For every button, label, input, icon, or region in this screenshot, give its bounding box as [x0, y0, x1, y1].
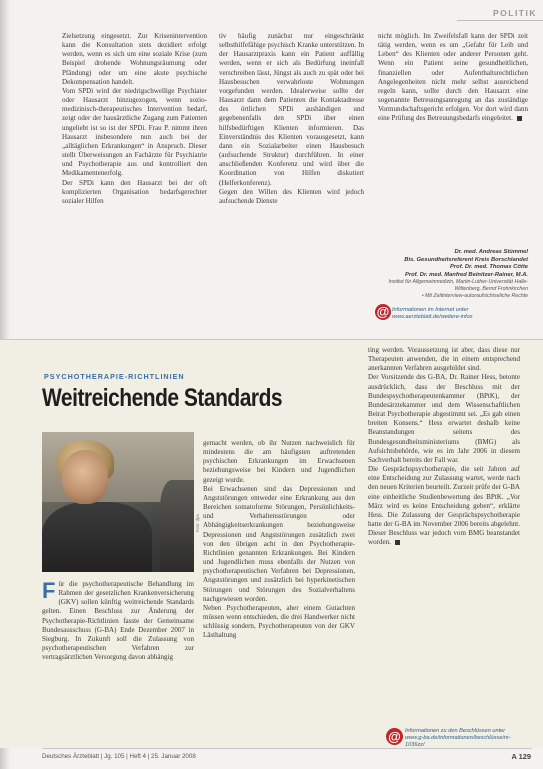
article-photo: [42, 432, 194, 572]
at-sign-icon: @: [376, 304, 390, 319]
author-name: Prof. Dr. med. Manfred Beinitzer-Rainer, M.A.: [404, 271, 528, 278]
paragraph: gemacht werden, ob ihr Nutzen nachweislich für mindestens die am häufigsten auftretenden psychischen Erkrankungen im Erwachsenen beziehungsweise bei Kindern und Jugendlichen gezeigt wurde.: [203, 439, 355, 484]
paragraph: [368, 465, 520, 547]
paragraph: Zielsetzung eingesetzt. Zur Krisenintervention kann die Konsultation stets dezidiert erfolgt werden, wenn es sich um eine soziale Krise (zum Beispiel drohende Wohnungsräumung oder Pfändung) oder um eine akute psychische Dekompensation handelt.: [62, 32, 207, 86]
internet-info-link[interactable]: Informationen zu den Beschlüssen unter www.g-ba.de/informationen/beschlüsse/nr-1036zz/: [405, 728, 511, 749]
paragraph: [42, 580, 194, 662]
article-kicker: PSYCHOTHERAPIE-RICHTLINIEN: [44, 372, 185, 381]
footer-divider: [42, 748, 532, 749]
paragraph: Der SPDi kann den Hausarzt bei der oft komplizierten Organisation bedarfsgerechter sozialer Hilfen: [62, 178, 207, 205]
author-credits: [378, 249, 528, 299]
article-end-mark: [395, 540, 400, 545]
author-note: • Mit Zeitinterview-autoraufsichtseliche Rechte: [421, 292, 528, 299]
article-end-mark: [517, 116, 522, 121]
photo-credit: Foto: dpa: [195, 514, 200, 532]
author-role: Bis. Gesundheitsreferent Kreis Borschlandet: [404, 256, 528, 263]
author-name: Prof. Dr. med. Thomas Cötte: [450, 264, 528, 271]
internet-info-link[interactable]: Informationen im Internet unter www.aerzteblatt.de/weitere-infos: [392, 307, 473, 321]
paragraph: Gegen den Willen des Klienten wird jedoch aufsuchende Dienste: [219, 187, 364, 205]
paragraph: Der Vorsitzende des G-BA, Dr. Rainer Hess, betonte ausdrücklich, dass der Beschluss mit der Bundespsychotherapeutenkammer (BPtK), der Bundesärztekammer und dem Wissenschaftlichen Beirat Psychotherapie abgestimmt sei. „Es gab einen breiten Konsens.“ Hess erwartet deshalb keine Beanstandungen seitens des Bundesgesundheitsministeriums (BMG) als Aufsichtsbehörde, wie es im Jahr 2006 in diesem Sachverhalt bereits der Fall war.: [368, 373, 520, 464]
page-number: A 129: [511, 752, 531, 761]
paragraph: tiv häufig zunächst nur eingeschränkt selbsthilfefähige psychisch Kranke unterstützen. In der Hausarztpraxis kann ein Patient auffällig werden, wenn er sich als Bedürfung ineinfall verschreiben lässt, Jüngst als auch zu spät oder bei Hausbesuchen verwahrloste Wohnungen vorgefunden werden. Idealerweise sollte der Hausarzt dann dem Patienten die Kontaktadresse des örtlichen SPDi aushändigen und gegebenenfalls den SPDi über einen hilfsbedürftigen Klienten informieren. Das Einverständnis des Klienten vorausgesetzt, kann dann ein Sozialarbeiter einen Hausbesuch (aufsuchende Struktur) durchführen. In einer anschließenden Konferenz und wird über die Koordination von Hilfen diskutiert (Helferkonferenz).: [219, 32, 364, 187]
footer-publication: Deutsches Ärzteblatt | Jg. 105 | Heft 4 | 25. Januar 2008: [42, 753, 196, 760]
upper-article-column-1: [62, 32, 207, 206]
photo-second-person: [160, 480, 194, 572]
photo-person-face: [62, 450, 108, 504]
lower-article-column-1: [42, 580, 194, 662]
paragraph: Vom SPDi wird der niedrigschwellige Psychiater oder Hausarzt hinzugezogen, wenn sozio-medizinisch-therapeutisches Intervention bedarf, zeigt oder der hausärztliche Zugang zum Patienten ungeliebt ist so ist der SPDi. Frau P. nimmt ihren Hausarzt insbesondere nun auch bei der „alltäglichen Erkrankungen“ in Anspruch. Dieser stellt Überweisungen an Fachärzte für Psychiatrie und Psychotherapie aus und kontrolliert den Medikamentenerfolg.: [62, 86, 207, 178]
paragraph-text: Die Gesprächspsychotherapie, die seit Jahren auf eine Entscheidung zur Zulassung wartet, werde nach den neuen Kriterien beurteilt. Zurzeit prüfe der G-BA eine einheitliche Studienbewertung des BPtK. „Vor März wird es keine Entscheidung geben“, erklärte Hess. Die Zulassung der Gesprächspsychotherapie hatte der G-BA im November 2006 bereits abgelehnt. Dieser Beschluss war jedoch vom BMG beanstandet worden.: [368, 465, 520, 547]
paragraph: ting werden. Voraussetzung ist aber, dass diese nur Therapeuten anwenden, die in einem entsprechend anerkannten Verfahren ausgebildet sind.: [368, 346, 520, 373]
photo-person-body: [42, 502, 152, 572]
paragraph-text: nicht möglich. Im Zweifelsfall kann der SPDi zeit tätig werden, wenn es um „Gefahr für Leib und Leben“ des Klienten oder anderer Personen geht. Wenn ein Patient seine gesundheitlichen, finanziellen oder Aufenthaltsrechtlichen Angelegenheiten nicht mehr selbst ausreichend regeln kann, sollte durch den Hausarzt eine sogenannte Betreuungsanregung an das zuständige Vormundschaftsgericht erfolgen. Vor dort wird dann eine Prüfung des Betreuungsbedarfs eingeleitet.: [378, 32, 528, 123]
author-name: Dr. med. Andreas Stümmel: [454, 249, 528, 255]
upper-article-column-2: [219, 32, 364, 206]
upper-article-column-3: [378, 32, 528, 124]
paragraph: Neben Psychotherapeuten, aber einem Gutachten müssen wenn entschieden, die drei Handwerker nicht schlüssig sondern, Psychotherapeuten von der GKV Lästhaltung: [203, 603, 355, 640]
section-divider: [457, 20, 543, 21]
drop-cap: F: [42, 578, 56, 603]
paragraph-text: ür die psychotherapeutische Behandlung im Rahmen der gesetzlichen Krankenversicherung (GKV) sollen künftig weitreichende Standards gelten. Einen Beschluss zur Änderung der Psychotherapie-Richtlinien fasste der Gemeinsame Bundesausschuss (G-BA) Ende Dezember 2007 in Siegburg. In Zukunft soll die Zulassung von psychotherapeutischen Verfahren zur vertragsärztlichen Versorgung davon abhängig: [42, 580, 194, 662]
section-label: POLITIK: [492, 8, 537, 18]
article-headline: Weitreichende Standards: [42, 384, 283, 412]
page-footer: [0, 748, 543, 769]
at-sign-icon: @: [386, 728, 403, 745]
lower-article-column-3: [368, 346, 520, 547]
paragraph: [378, 32, 528, 124]
author-affiliation: Institut für Allgemeinmedizin, Martin-Luther-Universität Halle-Wittenberg, Bernd Frohnkirchen: [388, 279, 528, 292]
paragraph: Bei Erwachsenen sind das Depressionen und Angststörungen entweder eine Erkrankung aus den Bereichen somatoforme Störungen, Persönlichkeits- und Verhaltensstörungen oder Abhängigkeitserkrankungen beziehungsweise Depressionen und Angststörungen zusätzlich zwei von den übrigen acht in den Psychotherapie-Richtlinien genannten Erkrankungen. Bei Kindern und Jugendlichen muss ebenfalls der Nutzen von psychotherapeutischen Verfahren bei Depressionen, Angststörungen und zusätzlich bei hyperkinetischen Störungen und Störungen des Sozialverhaltens nachgewiesen worden.: [203, 484, 355, 603]
lower-article-column-2: [203, 439, 355, 640]
